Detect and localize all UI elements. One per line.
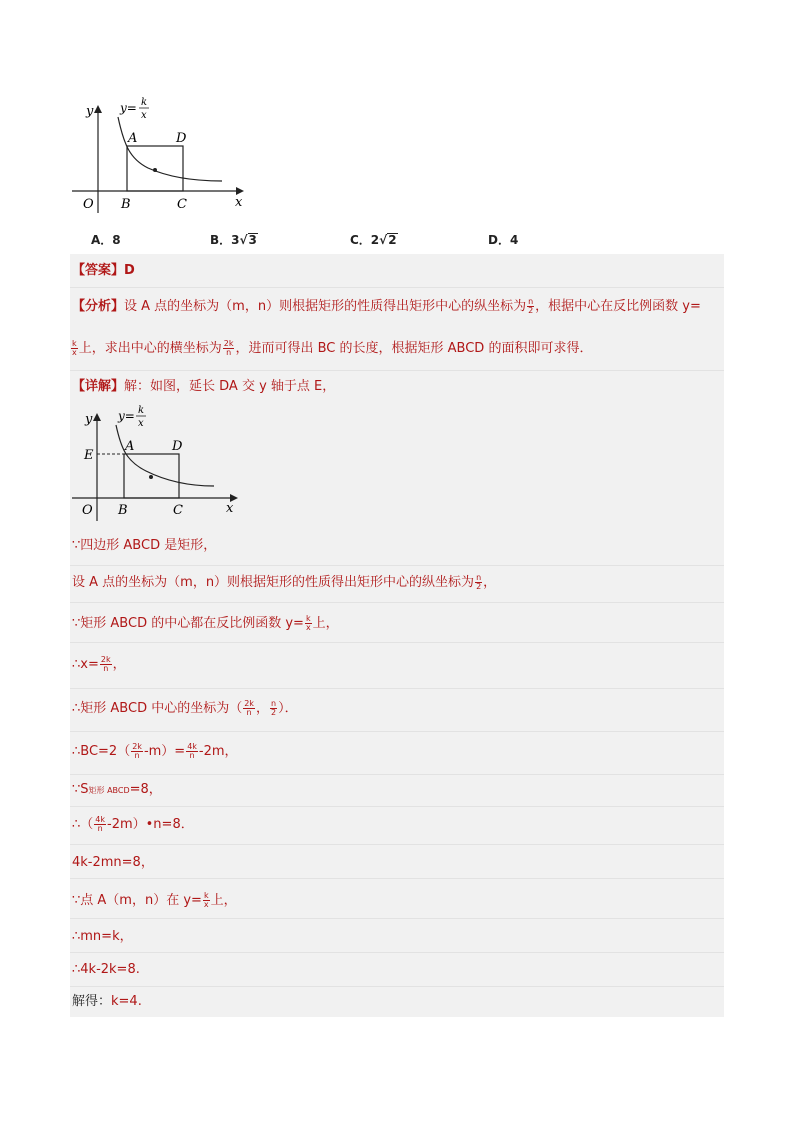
option-c: [350, 231, 398, 248]
hyperbola-curve: [118, 117, 222, 181]
step-text: 解得：: [72, 994, 112, 1009]
divider: [70, 287, 724, 288]
divider: [70, 986, 724, 987]
detail-intro: 解：如图，延长 DA 交 y 轴于点 E，: [124, 379, 336, 394]
divider: [70, 642, 724, 643]
option-b: [210, 231, 258, 248]
step-text: -2m，: [198, 744, 238, 759]
analysis-text: 设 A 点的坐标为（m，n）则根据矩形的性质得出矩形中心的纵坐标为: [124, 299, 527, 314]
divider: [70, 952, 724, 953]
step-text: =8，: [129, 782, 162, 797]
fraction: $\frac{2k}{n}$: [223, 339, 234, 357]
point-d-label: D: [172, 439, 183, 454]
analysis-text: 上，求出中心的横坐标为: [78, 341, 222, 356]
divider: [70, 918, 724, 919]
origin-label: O: [83, 197, 94, 212]
final-answer: k=4.: [111, 994, 142, 1009]
figure-2-graph: [68, 403, 258, 523]
center-point: [153, 168, 157, 172]
x-axis-arrow: [236, 187, 244, 195]
detail-label: 【详解】: [72, 379, 125, 394]
step-5: [72, 700, 298, 718]
option-b-radicand: 3: [248, 233, 257, 247]
divider: [70, 844, 724, 845]
analysis-label: 【分析】: [72, 299, 125, 314]
step-8: [72, 816, 194, 834]
fraction: $\frac{k}{x}$: [305, 614, 311, 632]
analysis-line-2: [70, 340, 592, 358]
y-axis-label: y: [86, 104, 94, 119]
origin-label: O: [82, 503, 93, 518]
center-point: [149, 475, 153, 479]
function-prefix: y=: [118, 409, 135, 423]
fraction: $\frac{n}{2}$: [528, 297, 534, 315]
figure-1-graph: [68, 95, 258, 215]
y-axis-label: y: [85, 412, 93, 427]
step-text: ∵点 A（m，n）在 y=: [72, 893, 202, 908]
divider: [70, 688, 724, 689]
radical-sign: √: [379, 233, 388, 247]
option-b-prefix: B．3: [210, 233, 240, 247]
fraction: $\frac{4k}{n}$: [187, 742, 197, 760]
function-denominator: x: [138, 418, 144, 429]
step-1: ∵四边形 ABCD 是矩形，: [72, 538, 217, 553]
area-subscript: 矩形 ABCD: [88, 786, 130, 795]
step-12: ∴4k-2k=8.: [72, 962, 140, 977]
step-text: 上，: [210, 893, 237, 908]
step-7: [72, 781, 162, 800]
step-text: ，: [112, 657, 126, 672]
fraction: $\frac{2k}{n}$: [100, 655, 111, 673]
step-text: ，: [483, 575, 497, 590]
divider: [70, 806, 724, 807]
step-text: ，: [255, 701, 269, 716]
step-text: ∴矩形 ABCD 中心的坐标为（: [72, 701, 243, 716]
fraction: $\frac{4k}{n}$: [95, 815, 106, 833]
step-9: 4k-2mn=8，: [72, 855, 154, 870]
answer-value: D: [124, 263, 135, 278]
point-c-label: C: [177, 197, 187, 212]
step-text: -m）=: [143, 744, 186, 759]
function-numerator: k: [141, 97, 148, 108]
point-b-label: B: [121, 197, 131, 212]
divider: [70, 878, 724, 879]
detail-line: [72, 378, 335, 396]
fraction: $\frac{k}{x}$: [203, 891, 209, 909]
point-a-label: A: [125, 439, 135, 454]
answer-line: [72, 262, 135, 280]
step-text: ）．: [278, 701, 298, 716]
point-e-label: E: [84, 448, 94, 463]
y-axis-arrow: [94, 105, 102, 113]
step-text: ∴（: [72, 817, 94, 832]
fraction: $\frac{2k}{n}$: [132, 742, 142, 760]
step-text: ∵S: [72, 782, 89, 797]
option-c-prefix: C．2: [350, 233, 380, 247]
analysis-line-1: [72, 298, 701, 316]
point-d-label: D: [176, 131, 187, 146]
fraction: $\frac{2k}{n}$: [244, 699, 254, 717]
step-text: ∴x=: [72, 657, 99, 672]
divider: [70, 565, 724, 566]
option-a: A．8: [91, 233, 121, 247]
step-4: [72, 656, 126, 674]
step-3: [72, 615, 339, 633]
step-6: [72, 743, 238, 761]
function-denominator: x: [141, 110, 147, 121]
fraction: $\frac{n}{2}$: [270, 699, 277, 717]
step-text: ∴BC=2（: [72, 744, 131, 759]
answer-label: 【答案】: [72, 263, 125, 278]
function-prefix: y=: [120, 101, 137, 115]
x-axis-label: x: [235, 195, 243, 210]
fraction: $\frac{n}{2}$: [476, 573, 482, 591]
step-11: ∴mn=k，: [72, 929, 133, 944]
step-text: 上，: [312, 616, 339, 631]
y-axis-arrow: [93, 413, 101, 421]
point-c-label: C: [173, 503, 183, 518]
step-10: [72, 892, 237, 910]
step-2: [72, 574, 496, 592]
radical-sign: √: [239, 233, 248, 247]
step-13: [72, 993, 142, 1011]
hyperbola-curve: [116, 425, 214, 486]
analysis-text: ，进而可得出 BC 的长度，根据矩形 ABCD 的面积即可求得．: [235, 341, 593, 356]
function-numerator: k: [138, 405, 145, 416]
point-a-label: A: [128, 131, 138, 146]
analysis-text: ，根据中心在反比例函数 y=: [535, 299, 701, 314]
step-text: 设 A 点的坐标为（m，n）则根据矩形的性质得出矩形中心的纵坐标为: [72, 575, 475, 590]
divider: [70, 731, 724, 732]
divider: [70, 602, 724, 603]
option-c-radicand: 2: [388, 233, 397, 247]
step-text: -2m）•n=8．: [107, 817, 194, 832]
divider: [70, 774, 724, 775]
fraction: $\frac{k}{x}$: [72, 339, 77, 357]
option-d: D．4: [488, 233, 519, 247]
divider: [70, 370, 724, 371]
step-text: ∵矩形 ABCD 的中心都在反比例函数 y=: [72, 616, 304, 631]
x-axis-label: x: [226, 501, 234, 516]
point-b-label: B: [118, 503, 128, 518]
